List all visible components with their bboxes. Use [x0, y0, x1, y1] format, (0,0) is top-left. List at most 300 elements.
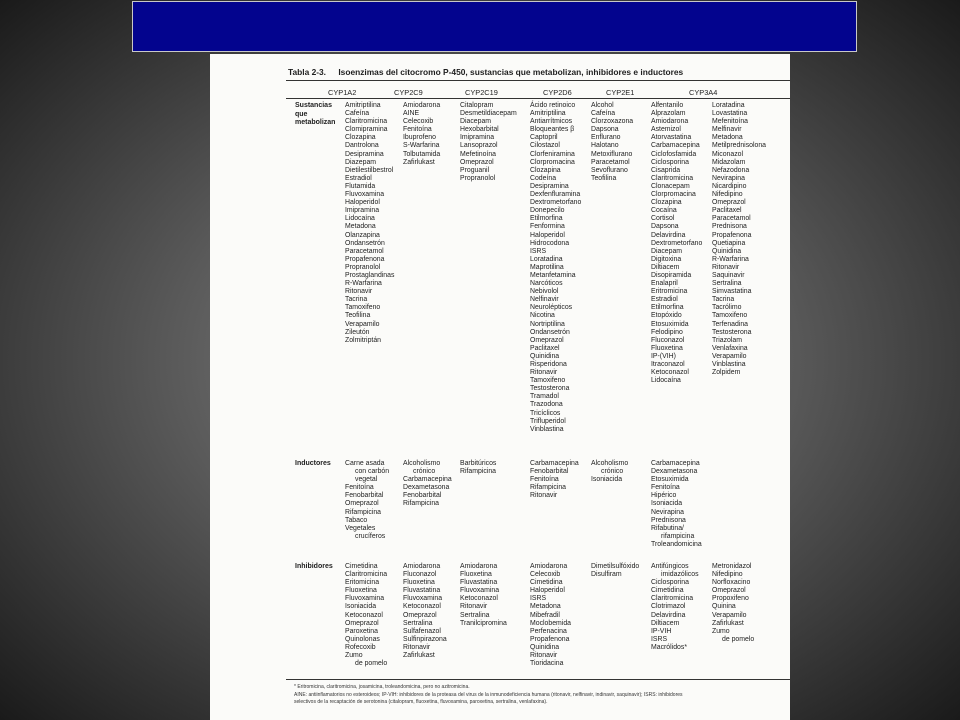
drug-entry: Neurolépticos: [530, 304, 573, 312]
drug-entry: Haloperidol: [530, 587, 565, 595]
drug-entry: Ritonavir: [460, 603, 488, 611]
drug-entry: Fenitoína: [345, 484, 374, 492]
drug-entry: Alcoholismo: [403, 460, 441, 467]
drug-entry: Clozapina: [530, 166, 561, 174]
document-page: [210, 54, 790, 720]
drug-entry: Zafirlukast: [712, 619, 744, 627]
drug-entry: Fenitoína: [530, 476, 559, 484]
col-header-cyp2c19: CYP2C19: [465, 88, 498, 97]
drug-entry: Sertralina: [460, 611, 490, 619]
drug-entry: Cilostazol: [530, 142, 560, 150]
drug-entry: Prednisona: [651, 516, 686, 524]
drug-entry: Quinina: [712, 603, 736, 611]
drug-entry: Triazolam: [712, 336, 742, 344]
drug-entry: Captopril: [530, 134, 558, 142]
drug-entry: Ondansetrón: [345, 239, 385, 247]
drug-entry: Claritromicina: [345, 118, 388, 126]
drug-entry: Clotrimazol: [651, 603, 686, 611]
drug-entry: Ácido retinoico: [530, 102, 576, 109]
drug-entry: Paracetamol: [591, 158, 630, 166]
drug-entry: AINE: [403, 110, 420, 118]
drug-entry: Dimetilsulfóxido: [591, 563, 640, 570]
drug-entry: Enflurano: [591, 134, 621, 142]
drug-entry: Zafirlukast: [403, 158, 435, 166]
drug-entry: Vinblastina: [530, 425, 564, 433]
col-header-cyp2d6: CYP2D6: [543, 88, 572, 97]
drug-entry: Ritonavir: [530, 492, 558, 500]
drug-entry: Melfinavir: [712, 126, 742, 134]
drug-entry: Etopóxido: [651, 312, 682, 320]
drug-entry: Tabaco: [345, 516, 368, 524]
drug-entry: Dietilestilbestrol: [345, 166, 394, 174]
cell-inductores-cyp3a4a: [651, 460, 702, 549]
drug-entry: R-Warfarina: [712, 255, 749, 263]
drug-entry: Paclitaxel: [712, 207, 742, 215]
drug-entry: Hexobarbital: [460, 126, 499, 134]
cell-inductores-cyp2e1: [591, 460, 628, 484]
drug-entry: Ciclosporina: [651, 579, 689, 587]
cell-sustancias-cyp1a2: [345, 102, 394, 345]
drug-entry: Dextrometorfano: [530, 199, 582, 207]
drug-entry: Metadona: [530, 603, 561, 611]
drug-entry: Clozapina: [345, 134, 376, 142]
drug-entry: Haloperidol: [345, 199, 380, 207]
drug-entry: Fenitoína: [403, 126, 432, 134]
drug-entry: Clorpromacina: [651, 191, 696, 199]
cell-sustancias-cyp2e1: [591, 102, 633, 183]
drug-entry: Vegetales: [345, 524, 376, 532]
drug-entry: Disulfiram: [591, 571, 622, 579]
drug-entry: con carbón: [355, 468, 390, 476]
top-rule: [286, 80, 790, 81]
cell-sustancias-cyp2c19: [460, 102, 517, 183]
drug-entry: Prostaglandinas: [345, 271, 395, 279]
header-rule: [286, 98, 790, 99]
drug-entry: Tacrina: [712, 296, 735, 304]
drug-entry: Antiarrítmicos: [530, 118, 573, 126]
drug-entry: Sulfafenazol: [403, 627, 441, 635]
drug-entry: Fenobarbital: [530, 468, 569, 476]
drug-entry: Fenformina: [530, 223, 565, 231]
drug-entry: Quinidina: [530, 352, 560, 360]
drug-entry: Testosterona: [530, 385, 570, 393]
title-banner: [132, 1, 857, 52]
drug-entry: Etilmorfina: [530, 215, 563, 223]
drug-entry: Paracetamol: [345, 247, 384, 255]
drug-entry: Claritromicina: [651, 174, 694, 182]
drug-entry: Omeprazol: [712, 587, 746, 595]
cell-inhibidores-cyp2e1: [591, 563, 639, 579]
drug-entry: Amiodarona: [460, 563, 498, 570]
drug-entry: Tramadol: [530, 393, 559, 401]
drug-entry: Mefetinoína: [460, 150, 497, 158]
drug-entry: Ritonavir: [345, 288, 373, 296]
drug-entry: Sertralina: [712, 280, 742, 288]
drug-entry: Venlafaxina: [712, 344, 748, 352]
drug-entry: Clomipramina: [345, 126, 388, 134]
drug-entry: Dapsona: [651, 223, 679, 231]
drug-entry: Digitoxina: [651, 255, 682, 263]
drug-entry: Fluoxetina: [460, 571, 492, 579]
drug-entry: Barbitúricos: [460, 460, 497, 467]
drug-entry: Rifampicina: [460, 468, 496, 476]
drug-entry: crónico: [601, 468, 624, 476]
row-label-inductores: Inductores: [295, 460, 331, 467]
cell-inductores-cyp2d6: [530, 460, 579, 500]
drug-entry: Diltiacem: [651, 619, 680, 627]
drug-entry: Cisaprida: [651, 166, 681, 174]
drug-entry: Saquinavir: [712, 271, 745, 279]
drug-entry: Ketoconazol: [460, 595, 498, 603]
drug-entry: Testosterona: [712, 328, 752, 336]
drug-entry: Trifluperidol: [530, 417, 566, 425]
drug-entry: Quinidina: [530, 643, 560, 651]
drug-entry: Haloperidol: [530, 231, 565, 239]
drug-entry: Hipérico: [651, 492, 677, 500]
drug-entry: Lovastatina: [712, 110, 748, 118]
cell-sustancias-cyp3a4a: [651, 102, 702, 385]
drug-entry: Antifúngicos: [651, 563, 689, 570]
drug-entry: Fluoxetina: [651, 344, 683, 352]
drug-entry: Celecoxib: [530, 571, 561, 579]
drug-entry: Paroxetina: [345, 627, 378, 635]
drug-entry: Quinidina: [712, 247, 742, 255]
drug-entry: Nortriptilina: [530, 320, 565, 328]
drug-entry: Astemizol: [651, 126, 681, 134]
drug-entry: Amiodarona: [530, 563, 568, 570]
drug-entry: Verapamilo: [712, 352, 747, 360]
drug-entry: Cortisol: [651, 215, 675, 223]
col-header-cyp1a2: CYP1A2: [328, 88, 357, 97]
drug-entry: Cimetidina: [651, 587, 684, 595]
drug-entry: Dantrolona: [345, 142, 379, 150]
drug-entry: Quetiapina: [712, 239, 746, 247]
drug-entry: Imipramina: [460, 134, 495, 142]
drug-entry: Amiodarona: [403, 102, 441, 109]
drug-entry: Simvastatina: [712, 288, 752, 296]
drug-entry: Terfenadina: [712, 320, 749, 328]
drug-entry: Alcoholismo: [591, 460, 629, 467]
drug-entry: Mefenitoína: [712, 118, 749, 126]
drug-entry: Carbamacepina: [403, 476, 452, 484]
drug-entry: Nicotina: [530, 312, 555, 320]
footnote-1: * Eritromicina, claritromicina, josamicina, troleandomicina, pero no azitromicina.: [294, 684, 470, 690]
row-label-inhibidores: Inhibidores: [295, 563, 333, 570]
drug-entry: Amitriptilina: [530, 110, 566, 118]
drug-entry: Flutamida: [345, 182, 376, 190]
drug-entry: Fenobarbital: [345, 492, 384, 500]
drug-entry: Clorpromacina: [530, 158, 575, 166]
drug-entry: Tacrólimo: [712, 304, 742, 312]
drug-entry: Propafenona: [530, 635, 570, 643]
drug-entry: Dexametasona: [403, 484, 450, 492]
drug-entry: Cocaína: [651, 207, 677, 215]
drug-entry: Sevoflurano: [591, 166, 628, 174]
drug-entry: Tioridacina: [530, 660, 564, 668]
cell-inhibidores-cyp3a4b: [712, 563, 754, 644]
drug-entry: Carbamacepina: [530, 460, 579, 467]
drug-entry: Delavirdina: [651, 611, 686, 619]
drug-entry: Omeprazol: [460, 158, 494, 166]
drug-entry: Citalopram: [460, 102, 494, 109]
drug-entry: Alprazolam: [651, 110, 686, 118]
drug-entry: Loratadina: [530, 255, 563, 263]
drug-entry: Hidrocodona: [530, 239, 570, 247]
drug-entry: vegetal: [355, 476, 378, 484]
drug-entry: imidazólicos: [661, 571, 699, 579]
drug-entry: Delavirdina: [651, 231, 686, 239]
drug-entry: Cafeína: [345, 110, 370, 118]
drug-entry: Nelfinavir: [530, 296, 559, 304]
drug-entry: Ritonavir: [403, 643, 431, 651]
drug-entry: Omeprazol: [712, 199, 746, 207]
drug-entry: Clorzoxazona: [591, 118, 634, 126]
drug-entry: Desmetildiacepam: [460, 110, 517, 118]
drug-entry: Amiodarona: [651, 118, 689, 126]
cell-inhibidores-cyp3a4a: [651, 563, 699, 652]
drug-entry: Isoniacida: [651, 500, 683, 508]
drug-entry: Diacepam: [460, 118, 492, 126]
drug-entry: Fluoxetina: [403, 579, 435, 587]
drug-entry: Zumo: [345, 652, 363, 660]
footnote-3: selectivos de la recaptación de serotonina (citalopram, fluoxetina, fluvoxamina, paroxetina, sertralina, venlafaxina).: [294, 699, 548, 705]
drug-entry: Fenobarbital: [403, 492, 442, 500]
drug-entry: Maprotilina: [530, 263, 564, 271]
drug-entry: Trazodona: [530, 401, 563, 409]
drug-entry: Fluoxetina: [345, 587, 377, 595]
drug-entry: Perfenacina: [530, 627, 567, 635]
drug-entry: Propafenona: [345, 255, 385, 263]
cell-inductores-cyp1a2: [345, 460, 389, 541]
drug-entry: Macrólidos*: [651, 643, 687, 651]
drug-entry: Zileutón: [345, 328, 370, 336]
cell-sustancias-cyp3a4b: [712, 102, 766, 377]
drug-entry: Verapamilo: [345, 320, 380, 328]
col-header-cyp3a4: CYP3A4: [689, 88, 718, 97]
drug-entry: Enalapril: [651, 280, 678, 288]
drug-entry: Paracetamol: [712, 215, 751, 223]
table-number: Tabla 2-3.: [288, 67, 327, 77]
drug-entry: Nefazodona: [712, 166, 750, 174]
drug-entry: Cimetidina: [345, 563, 378, 570]
drug-entry: Prednisona: [712, 223, 747, 231]
drug-entry: Ciclosporina: [651, 158, 689, 166]
cell-inhibidores-cyp1a2: [345, 563, 387, 668]
table-title: [288, 67, 788, 77]
drug-entry: Midazolam: [712, 158, 746, 166]
drug-entry: Lidocaína: [345, 215, 375, 223]
drug-entry: Desipramina: [345, 150, 384, 158]
drug-entry: Estradiol: [345, 174, 372, 182]
drug-entry: Rifampicina: [345, 508, 381, 516]
drug-entry: Omeprazol: [345, 500, 379, 508]
drug-entry: S-Warfarina: [403, 142, 440, 150]
drug-entry: crucíferos: [355, 532, 386, 540]
drug-entry: Isoniacida: [591, 476, 623, 484]
drug-entry: Omeprazol: [530, 336, 564, 344]
drug-entry: Teofilina: [345, 312, 371, 320]
drug-entry: Metronidazol: [712, 563, 752, 570]
drug-entry: Etosuximida: [651, 320, 689, 328]
drug-entry: Ritonavir: [530, 369, 558, 377]
cell-sustancias-cyp2d6: [530, 102, 581, 434]
drug-entry: IP-VIH: [651, 627, 672, 635]
drug-entry: Cimetidina: [530, 579, 563, 587]
drug-entry: Norfloxacino: [712, 579, 751, 587]
drug-entry: Rofecoxib: [345, 643, 376, 651]
drug-entry: Vinblastina: [712, 361, 746, 368]
drug-entry: Metilprednisolona: [712, 142, 767, 150]
drug-entry: Claritromicina: [345, 571, 388, 579]
drug-entry: Zafirlukast: [403, 652, 435, 660]
drug-entry: Omeprazol: [403, 611, 437, 619]
drug-entry: Tolbutamida: [403, 150, 441, 158]
drug-entry: Tricíclicos: [530, 409, 561, 417]
drug-entry: Nebivolol: [530, 288, 559, 296]
drug-entry: Propranolol: [345, 263, 381, 271]
table-title-text: Isoenzimas del citocromo P-450, sustancias que metabolizan, inhibidores e inductores: [338, 67, 684, 77]
drug-entry: Tamoxifeno: [712, 312, 748, 320]
drug-entry: Zolmitriptán: [345, 336, 381, 344]
drug-entry: Ciclofosfamida: [651, 150, 697, 158]
drug-entry: Metadona: [712, 134, 743, 142]
drug-entry: Carbamacepina: [651, 142, 700, 150]
drug-entry: Risperidona: [530, 361, 567, 368]
drug-entry: ISRS: [530, 595, 547, 603]
cell-sustancias-cyp2c9: [403, 102, 440, 167]
drug-entry: Clozapina: [651, 199, 682, 207]
drug-entry: Ondansetrón: [530, 328, 570, 336]
drug-entry: Rifampicina: [403, 500, 439, 508]
drug-entry: Troleandomicina: [651, 540, 702, 548]
col-header-cyp2c9: CYP2C9: [394, 88, 423, 97]
drug-entry: Nicardipino: [712, 182, 747, 190]
drug-entry: Clorfeniramina: [530, 150, 575, 158]
drug-entry: de pomelo: [355, 660, 388, 668]
drug-entry: Fluvastatina: [403, 587, 441, 595]
drug-entry: Verapamilo: [712, 611, 747, 619]
drug-entry: Proguanil: [460, 166, 490, 174]
drug-entry: Diazepam: [345, 158, 377, 166]
drug-entry: Diacepam: [651, 247, 683, 255]
cell-inhibidores-cyp2c9: [403, 563, 447, 660]
drug-entry: Eritomicina: [345, 579, 380, 587]
drug-entry: Nevirapina: [651, 508, 684, 516]
drug-entry: Dexfenfluramina: [530, 191, 581, 199]
drug-entry: Ibuprofeno: [403, 134, 436, 142]
drug-entry: IP-(VIH): [651, 352, 676, 360]
drug-entry: Codeína: [530, 174, 557, 182]
drug-entry: Fluvoxamina: [345, 595, 385, 603]
cell-inductores-cyp2c9: [403, 460, 452, 509]
drug-entry: Etilmorfina: [651, 304, 684, 312]
drug-entry: Olanzapina: [345, 231, 380, 239]
drug-entry: Desipramina: [530, 182, 569, 190]
drug-entry: Loratadina: [712, 102, 745, 109]
drug-entry: Fenitoína: [651, 484, 680, 492]
drug-entry: Amitriptilina: [345, 102, 381, 109]
drug-entry: Atorvastatina: [651, 134, 692, 142]
drug-entry: Metadona: [345, 223, 376, 231]
drug-entry: Omeprazol: [345, 619, 379, 627]
drug-entry: Ritonavir: [530, 652, 558, 660]
drug-entry: Halotano: [591, 142, 619, 150]
drug-entry: Donepecilo: [530, 207, 565, 215]
drug-entry: Estradiol: [651, 296, 678, 304]
drug-entry: Fluconazol: [651, 336, 685, 344]
drug-entry: Paclitaxel: [530, 344, 560, 352]
drug-entry: Isoniacida: [345, 603, 377, 611]
cell-inhibidores-cyp2c19: [460, 563, 507, 628]
drug-entry: Propranolol: [460, 174, 496, 182]
drug-entry: Itraconazol: [651, 361, 685, 368]
drug-entry: Metoxiflurano: [591, 150, 633, 158]
drug-entry: Carne asada: [345, 460, 385, 467]
drug-entry: Alfentanilo: [651, 102, 684, 109]
drug-entry: Lidocaína: [651, 377, 681, 385]
bottom-rule: [286, 679, 790, 680]
drug-entry: Ketoconazol: [403, 603, 441, 611]
drug-entry: R-Warfarina: [345, 280, 382, 288]
drug-entry: Imipramina: [345, 207, 380, 215]
drug-entry: Ketoconazol: [345, 611, 383, 619]
drug-entry: Etosuximida: [651, 476, 689, 484]
drug-entry: Teofilina: [591, 174, 617, 182]
drug-entry: Sertralina: [403, 619, 433, 627]
drug-entry: Amiodarona: [403, 563, 441, 570]
drug-entry: Dextrometorfano: [651, 239, 703, 247]
drug-entry: Tranilcipromina: [460, 619, 507, 627]
drug-entry: Mibefradil: [530, 611, 560, 619]
drug-entry: Fluvoxamina: [403, 595, 443, 603]
footnote-2: AINE: antiinflamatorios no esteroideos; IP-VIH: inhibidores de la proteasa del virus de la inmunodeficiencia humana (ritonavir, nelfinavir, indinavir, saquinavir); ISRS: inhibidores: [294, 692, 683, 698]
drug-entry: Sulfinpirazona: [403, 635, 447, 643]
col-header-cyp2e1: CYP2E1: [606, 88, 635, 97]
drug-entry: Eritromicina: [651, 288, 688, 296]
drug-entry: ISRS: [530, 247, 547, 255]
row-label-sustancias: Sustancias que metabolizan: [295, 102, 336, 126]
drug-entry: Fluvoxamina: [345, 191, 385, 199]
drug-entry: Bloqueantes β: [530, 126, 575, 134]
drug-entry: Zolpidem: [712, 369, 741, 377]
cell-inductores-cyp2c19: [460, 460, 496, 476]
drug-entry: Tamoxifeno: [530, 377, 566, 385]
drug-entry: Zumo: [712, 627, 730, 635]
drug-entry: Nevirapina: [712, 174, 745, 182]
drug-entry: Fluvoxamina: [460, 587, 500, 595]
drug-entry: Felodipino: [651, 328, 683, 336]
drug-entry: Nifedipino: [712, 191, 743, 199]
drug-entry: ISRS: [651, 635, 668, 643]
drug-entry: Tamoxifeno: [345, 304, 381, 312]
drug-entry: Metanfetamina: [530, 271, 576, 279]
drug-entry: Disopiramida: [651, 271, 692, 279]
drug-entry: Lansoprazol: [460, 142, 498, 150]
drug-entry: Claritromicina: [651, 595, 694, 603]
drug-entry: Rifampicina: [530, 484, 566, 492]
drug-entry: Ritonavir: [712, 263, 740, 271]
drug-entry: Narcóticos: [530, 280, 563, 288]
drug-entry: Diltiacem: [651, 263, 680, 271]
drug-entry: Celecoxib: [403, 118, 434, 126]
drug-entry: Clonacepam: [651, 182, 690, 190]
drug-entry: Alcohol: [591, 102, 614, 109]
drug-entry: Fluvastatina: [460, 579, 498, 587]
drug-entry: Ketoconazol: [651, 369, 689, 377]
drug-entry: Nifedipino: [712, 571, 743, 579]
drug-entry: Miconazol: [712, 150, 744, 158]
drug-entry: Tacrina: [345, 296, 368, 304]
